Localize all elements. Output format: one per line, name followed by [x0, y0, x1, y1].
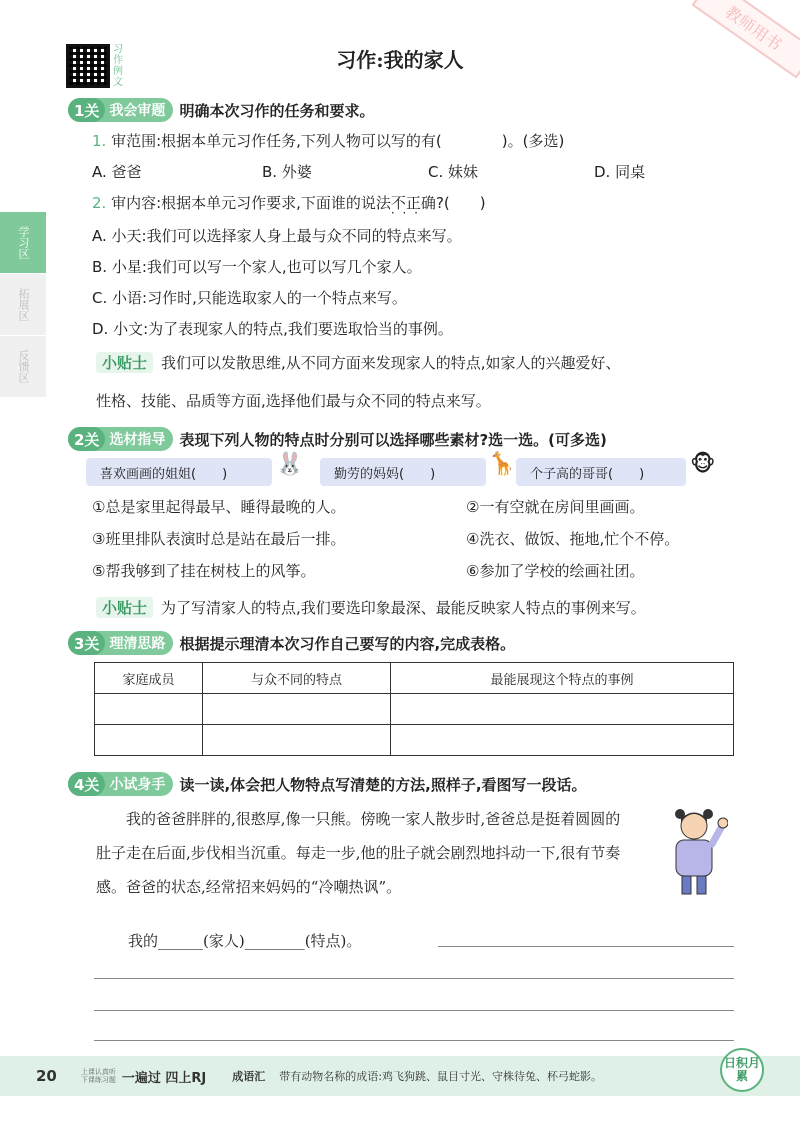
- plan-table: [94, 662, 734, 756]
- question-1-option-c[interactable]: C. 妹妹: [428, 163, 479, 181]
- section-4-num: 4关: [68, 772, 105, 796]
- section-4-desc: 读一读,体会把人物特点写清楚的方法,照样子,看图写一段话。: [179, 775, 587, 794]
- question-2-option-d[interactable]: D. 小文:为了表现家人的特点,我们要选取恰当的事例。: [92, 320, 453, 338]
- tip-1-text-a: 我们可以发散思维,从不同方面来发现家人的特点,如家人的兴趣爱好、: [161, 354, 621, 372]
- material-4: ④洗衣、做饭、拖地,忙个不停。: [466, 530, 680, 548]
- table-cell[interactable]: [95, 725, 203, 756]
- section-2-name: 选材指导: [109, 432, 166, 448]
- table-cell[interactable]: [391, 725, 734, 756]
- question-2-text-b: ?( ): [435, 194, 486, 212]
- tip-2-text: 为了写清家人的特点,我们要选印象最深、最能反映家人特点的事例来写。: [161, 599, 646, 617]
- question-1-num: 1.: [92, 132, 107, 150]
- giraffe-icon: 🦒: [488, 452, 516, 477]
- question-2-option-c[interactable]: C. 小语:习作时,只能选取家人的一个特点来写。: [92, 289, 407, 307]
- brand-slogan-line-1: 上课认真听: [80, 1068, 116, 1076]
- tip-2: [96, 597, 646, 618]
- banner-brother[interactable]: 个子高的哥哥( ): [516, 458, 686, 486]
- idiom-text: 带有动物名称的成语:鸡飞狗跳、鼠目寸光、守株待兔、杯弓蛇影。: [279, 1070, 602, 1083]
- question-1-text: 审范围:根据本单元习作任务,下列人物可以写的有( )。(多选): [111, 132, 565, 150]
- tab-study[interactable]: 学习区: [0, 212, 46, 274]
- writing-line[interactable]: [94, 1010, 734, 1011]
- table-row: [95, 694, 734, 725]
- page-number: 20: [36, 1067, 57, 1085]
- brand-name: 一遍过 四上RJ: [121, 1070, 207, 1086]
- qr-label: 习作例文: [113, 44, 123, 88]
- question-1-option-d[interactable]: D. 同桌: [594, 163, 646, 181]
- rabbit-icon: 🐰: [276, 452, 304, 477]
- girl-illustration: [660, 808, 728, 898]
- corner-stamp: 教师用书: [692, 0, 800, 79]
- table-header-example: 最能展现这个特点的事例: [391, 663, 734, 694]
- section-3-name: 理清思路: [109, 636, 166, 652]
- tip-2-label: 小贴士: [96, 597, 153, 618]
- footer: [0, 1056, 800, 1096]
- table-row: [95, 725, 734, 756]
- section-1-badge: [68, 98, 173, 122]
- section-1-num: 1关: [68, 98, 105, 122]
- section-1-header: [68, 98, 374, 122]
- section-1-desc: 明确本次习作的任务和要求。: [179, 101, 375, 120]
- material-6: ⑥参加了学校的绘画社团。: [466, 562, 645, 580]
- table-header-row: [95, 663, 734, 694]
- section-2-header: [68, 427, 607, 451]
- writing-line[interactable]: [94, 1040, 734, 1041]
- idiom-box: [232, 1068, 602, 1084]
- table-cell[interactable]: [95, 694, 203, 725]
- monkey-icon: 🐵: [690, 452, 716, 477]
- example-essay: 我的爸爸胖胖的,很憨厚,像一只熊。傍晚一家人散步时,爸爸总是挺着圆圆的肚子走在后面,步伐相当沉重。每走一步,他的肚子就会剧烈地抖动一下,很有节奏感。爸爸的状态,经常招来妈妈的“冷嘲热讽”。: [96, 810, 621, 896]
- section-3-desc: 根据提示理清本次习作自己要写的内容,完成表格。: [179, 634, 516, 653]
- page-title: 习作:我的家人: [336, 48, 464, 72]
- section-2-desc: 表现下列人物的特点时分别可以选择哪些素材?选一选。(可多选): [179, 430, 607, 449]
- side-tabs: [0, 212, 46, 398]
- writing-line[interactable]: [94, 978, 734, 979]
- tab-feedback[interactable]: 反馈区: [0, 336, 46, 398]
- section-2-badge: [68, 427, 173, 451]
- question-1-option-a[interactable]: A. 爸爸: [92, 163, 142, 181]
- section-3-badge: [68, 631, 173, 655]
- section-4-header: [68, 772, 587, 796]
- table-cell[interactable]: [203, 725, 391, 756]
- material-5: ⑤帮我够到了挂在树枝上的风筝。: [92, 562, 316, 580]
- material-1: ①总是家里起得最早、睡得最晚的人。: [92, 498, 346, 516]
- tip-1: [96, 352, 621, 373]
- section-4-badge: [68, 772, 173, 796]
- question-2-num: 2.: [92, 194, 107, 212]
- brand-slogan: [81, 1068, 116, 1084]
- question-2: [92, 192, 486, 213]
- question-2-option-b[interactable]: B. 小星:我们可以写一个家人,也可以写几个家人。: [92, 258, 422, 276]
- tip-1-text-b: 性格、技能、品质等方面,选择他们最与众不同的特点来写。: [96, 392, 491, 410]
- daily-badge: 日积月累: [720, 1048, 764, 1092]
- material-2: ②一有空就在房间里画画。: [466, 498, 645, 516]
- question-1-option-b[interactable]: B. 外婆: [262, 163, 312, 181]
- question-2-text-a: 审内容:根据本单元习作要求,下面谁的说法: [111, 194, 391, 212]
- table-cell[interactable]: [391, 694, 734, 725]
- table-header-trait: 与众不同的特点: [203, 663, 391, 694]
- tab-extend[interactable]: 拓展区: [0, 274, 46, 336]
- writing-prompt: 我的______(家人)________(特点)。: [128, 932, 362, 950]
- section-4-name: 小试身手: [109, 777, 166, 793]
- idiom-label: 成语汇: [232, 1070, 266, 1083]
- brand-slogan-line-2: 下课练习题: [80, 1076, 116, 1084]
- material-3: ③班里排队表演时总是站在最后一排。: [92, 530, 346, 548]
- table-cell[interactable]: [203, 694, 391, 725]
- banner-mother[interactable]: 勤劳的妈妈( ): [320, 458, 486, 486]
- section-3-num: 3关: [68, 631, 105, 655]
- section-1-name: 我会审题: [109, 103, 166, 119]
- tip-1-label: 小贴士: [96, 352, 153, 373]
- table-header-member: 家庭成员: [95, 663, 203, 694]
- question-2-emphasis: 不正确 · · ·: [391, 194, 436, 212]
- question-1: [92, 130, 564, 151]
- section-3-header: [68, 631, 515, 655]
- writing-line[interactable]: [438, 946, 734, 947]
- section-2-num: 2关: [68, 427, 105, 451]
- question-2-option-a[interactable]: A. 小天:我们可以选择家人身上最与众不同的特点来写。: [92, 227, 462, 245]
- banner-sister[interactable]: 喜欢画画的姐姐( ): [86, 458, 272, 486]
